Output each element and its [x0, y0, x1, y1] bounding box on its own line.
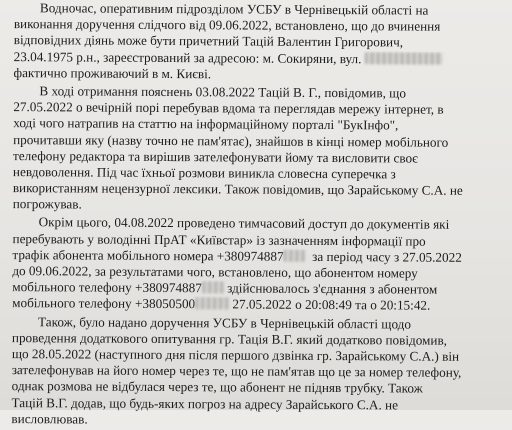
text-line: відповідних діянь може бути причетний Тацій Валентин Григорович, [13, 32, 404, 50]
paragraph-3 [12, 215, 505, 315]
text-fragment: здійснювалось з'єднання з абонентом [227, 280, 438, 297]
text-line: телефону редактора та вирішив зателефонувати йому та висловити своє [13, 147, 418, 166]
redacted-phone-digits [284, 250, 306, 262]
text-line: фактично проживаючий в м. Києві. [13, 64, 212, 82]
text-line: В ході отримання пояснень 03.08.2022 Тацій В. Г., повідомив, що [39, 83, 407, 101]
paragraph-1 [14, 0, 506, 84]
text-fragment: 27.05.2022 о 20:08:49 та о 20:15:42. [232, 296, 431, 314]
text-line: Водночас, оперативним підрозділом УСБУ в Чернівецькій області на [39, 0, 429, 18]
paragraph-4 [11, 314, 504, 430]
text-fragment: трафік абонента мобільного номера +380974887 [12, 246, 284, 264]
text-line: невдоволення. Під час їхньої розмови виникла словесна суперечка з [12, 163, 396, 182]
redacted-phone-digits [202, 281, 224, 293]
text-fragment: 23.04.1975 р.н., зареєстрований за адресою: м. Сокиряни, вул. [13, 48, 362, 66]
text-line: використанням нецензурної лексики. Також повідомив, що Зарайському С.А. не [12, 180, 463, 198]
text-line-with-redaction [12, 295, 504, 314]
text-line: що 28.05.2022 (наступного дня після першого дзвінка гр. Зарайському С.А.) він [11, 346, 460, 364]
text-fragment: за період часу з 27.05.2022 [312, 248, 462, 265]
text-line: проведення додаткового опитування гр. Тація В.Г. який додатково повідомив, [11, 329, 448, 348]
text-fragment: мобільного телефону +38050500 [12, 295, 196, 312]
text-line: Тацій В.Г. додав, що будь-яких погроз на адресу Зарайського С.А. не [11, 394, 399, 412]
paragraph-2 [13, 83, 506, 216]
text-line: Також, було надано доручення УСБУ в Чернівецькій області щодо [37, 313, 412, 332]
text-line: перебувають у володінні ПрАТ «Київстар» із зазначенням інформації про [12, 230, 426, 249]
text-fragment: мобільного телефону +380974887 [12, 279, 202, 296]
text-line: Окрім цього, 04.08.2022 проведено тимчасовий доступ до документів які [38, 214, 450, 233]
redacted-address [365, 52, 443, 64]
text-line: погрожував. [12, 196, 82, 212]
text-line: до 09.06.2022, за результатами чого, встановлено, що абонентом номеру [12, 263, 418, 281]
text-line: 27.05.2022 о вечірній порі перебував вдома та переглядав мережу інтернет, в [13, 99, 444, 117]
redacted-phone-digits [195, 298, 229, 310]
text-line: однак розмова не відбулася через те, що абонент не підняв трубку. Також [11, 378, 423, 396]
text-line: висловлював. [11, 410, 88, 427]
text-line: прочитавши яку (назву точно не пам'ятає), знайшов в кінці номер мобільного [13, 131, 449, 150]
text-line: виконання доручення слідчого від 09.06.2022, встановлено, що до вчинення [13, 16, 441, 34]
text-line: ході чого натрапив на статтю на інформаційному порталі "БукІнфо", [13, 115, 399, 133]
text-line: зателефонував на його номер через те, що не пам'ятав що це за номер телефону, [11, 362, 462, 380]
